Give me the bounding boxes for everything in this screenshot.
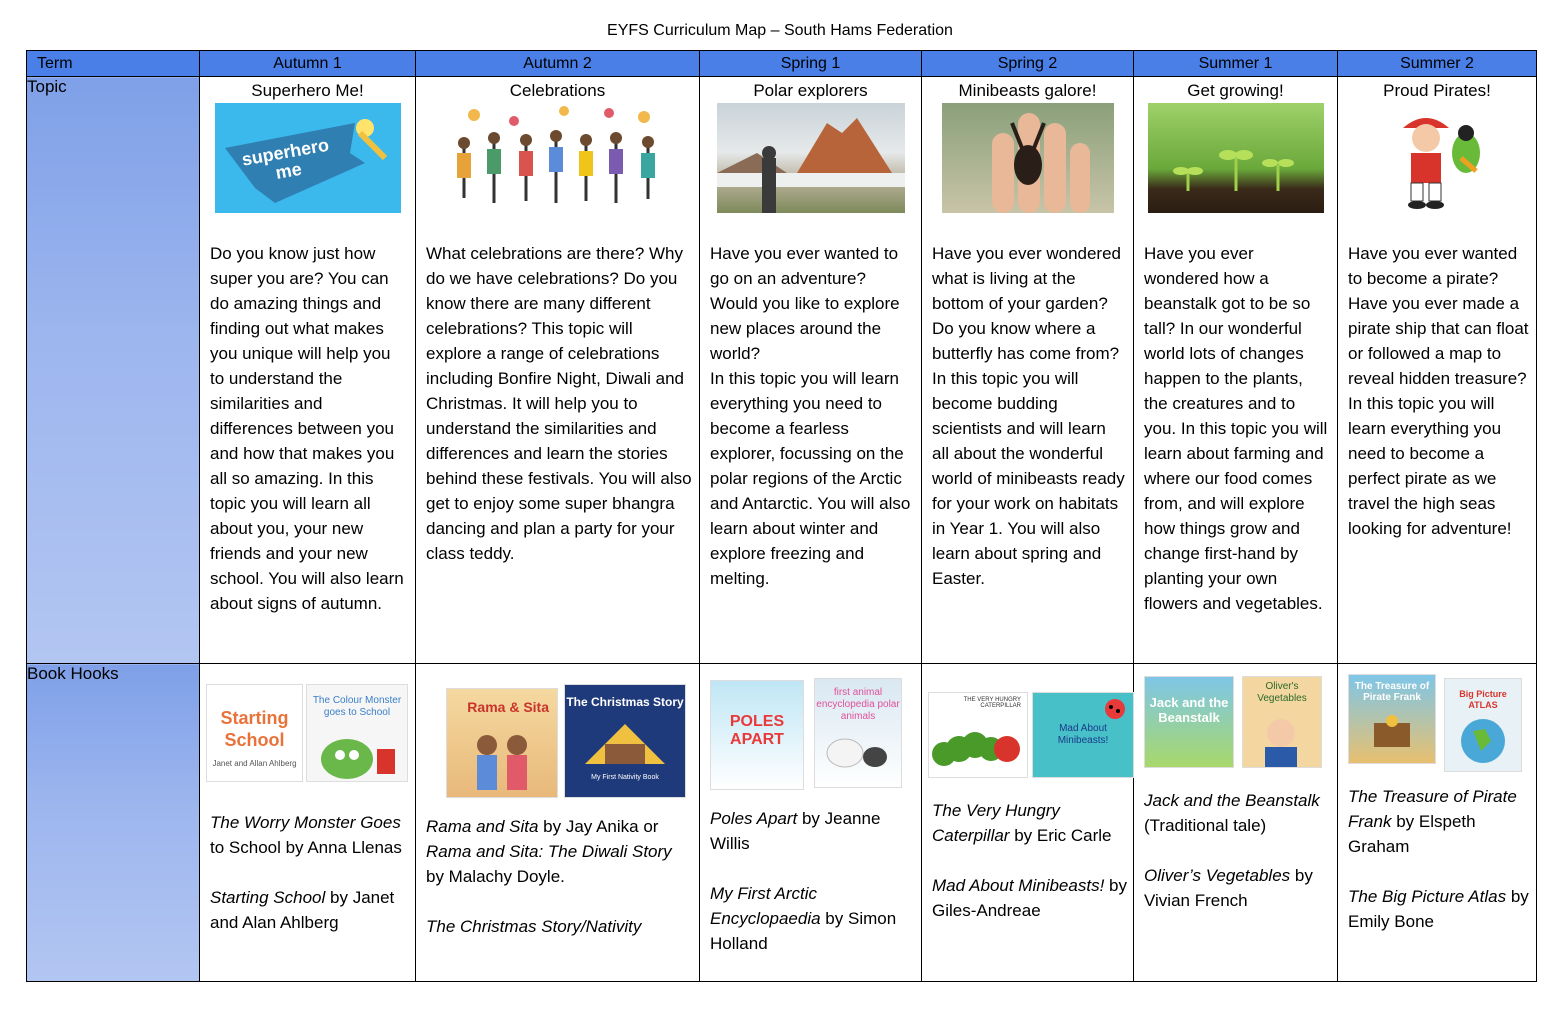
book-list [416, 814, 699, 939]
topic-cell-spring-1 [700, 77, 922, 664]
book-entry: Mad About Minibeasts! by Giles-Andreae [932, 876, 1127, 920]
book-list [200, 810, 415, 935]
topic-cell-spring-2 [922, 77, 1134, 664]
book-entry: The Christmas Story/Nativity [426, 917, 642, 936]
topic-title: Celebrations [509, 81, 606, 100]
header-spring-2: Spring 2 [922, 51, 1134, 77]
topic-title: Minibeasts galore! [958, 81, 1097, 100]
proud-pirates-image [1381, 103, 1493, 213]
header-term: Term [27, 51, 200, 77]
celebrations-image [444, 103, 672, 213]
book-entry: Oliver’s Vegetables by Vivian French [1144, 866, 1313, 910]
book-cover-very-hungry-caterpillar: THE VERY HUNGRY CATERPILLAR [928, 692, 1028, 778]
minibeasts-image [942, 103, 1114, 213]
book-cover-big-picture-atlas: Big Picture ATLAS [1444, 678, 1522, 772]
book-cover-olivers-vegetables: Oliver's Vegetables [1242, 676, 1322, 768]
topic-cell-autumn-1 [200, 77, 416, 664]
header-autumn-1: Autumn 1 [200, 51, 416, 77]
curriculum-table [26, 50, 1537, 982]
book-entry: The Treasure of Pirate Frank by Elspeth Graham [1348, 787, 1517, 856]
book-cover-christmas-story: The Christmas Story My First Nativity Book [564, 684, 686, 798]
books-cell-spring-2 [922, 664, 1134, 982]
book-list [1338, 784, 1536, 934]
topic-description: Have you ever wondered how a beanstalk got to be so tall? In our wonderful world lots of changes happen to the plants, the creatures and to you. In this topic you will learn about farming and where our food comes from, and will explore how things grow and change first-hand by planting your own flowers and vegetables. [1144, 244, 1328, 613]
book-entry: The Very Hungry Caterpillar by Eric Carle [932, 801, 1112, 845]
topic-description: Have you ever wondered what is living at the bottom of your garden? Do you know where a butterfly has come from? In this topic you will become budding scientists and will learn all about the wonderful world of minibeasts ready for your work on habitats in Year 1. You will also learn about spring and Easter. [932, 244, 1125, 588]
topic-description: Have you ever wanted to become a pirate? Have you ever made a pirate ship that can float or followed a map to reveal hidden treasure? In this topic you will learn everything you need to become a perfect pirate as we travel the high seas looking for adventure! [1348, 244, 1529, 538]
topic-cell-summer-2 [1338, 77, 1537, 664]
book-cover-treasure-of-pirate-frank: The Treasure of Pirate Frank [1348, 674, 1436, 764]
book-entry: Poles Apart by Jeanne Willis [710, 809, 881, 853]
superhero-me-image [215, 103, 401, 213]
book-entry: The Worry Monster Goes to School by Anna Llenas [210, 813, 402, 857]
books-cell-autumn-2 [416, 664, 700, 982]
books-cell-spring-1 [700, 664, 922, 982]
topic-title: Get growing! [1187, 81, 1284, 100]
book-hooks-row [27, 664, 1537, 982]
book-entry: My First Arctic Encyclopaedia by Simon Holland [710, 884, 897, 953]
book-cover-polar-animals: first animal encyclopedia polar animals [814, 678, 902, 788]
books-cell-summer-1 [1134, 664, 1338, 982]
topic-cell-summer-1 [1134, 77, 1338, 664]
topic-description: Have you ever wanted to go on an adventure? Would you like to explore new places around the world? In this topic you will learn everything you need to become a fearless explorer, focussing on the polar regions of the Arctic and Antarctic. You will also learn about winter and explore freezing and melting. [710, 244, 911, 588]
book-entry: Starting School by Janet and Alan Ahlberg [210, 888, 395, 932]
topic-row [27, 77, 1537, 664]
header-row [27, 51, 1537, 77]
topic-description: Do you know just how super you are? You can do amazing things and finding out what makes you unique will help you to understand the similarities and differences between you and how that makes you all so amazing. In this topic you will learn all about you, your new friends and your new school. You will also learn about signs of autumn. [210, 244, 404, 613]
book-entry: Jack and the Beanstalk (Traditional tale) [1144, 791, 1320, 835]
book-hooks-row-label: Book Hooks [27, 664, 200, 982]
header-autumn-2: Autumn 2 [416, 51, 700, 77]
books-cell-autumn-1 [200, 664, 416, 982]
polar-explorers-image [717, 103, 905, 213]
book-cover-rama-and-sita: Rama & Sita [446, 688, 558, 798]
book-entry: Rama and Sita by Jay Anika or Rama and Sita: The Diwali Story by Malachy Doyle. [426, 817, 672, 886]
books-cell-summer-2 [1338, 664, 1537, 982]
topic-row-label: Topic [27, 77, 200, 664]
superhero-me-image-text: superhero me [239, 134, 330, 183]
book-cover-jack-and-the-beanstalk: Jack and the Beanstalk [1144, 676, 1234, 768]
topic-title: Superhero Me! [251, 81, 364, 100]
topic-cell-autumn-2 [416, 77, 700, 664]
header-summer-2: Summer 2 [1338, 51, 1537, 77]
book-entry: The Big Picture Atlas by Emily Bone [1348, 887, 1529, 931]
document-title: EYFS Curriculum Map – South Hams Federation [607, 22, 953, 39]
header-spring-1: Spring 1 [700, 51, 922, 77]
get-growing-image [1148, 103, 1324, 213]
book-cover-mad-about-minibeasts: Mad About Minibeasts! [1032, 692, 1134, 778]
book-cover-colour-monster: The Colour Monster goes to School [306, 684, 408, 782]
header-summer-1: Summer 1 [1134, 51, 1338, 77]
book-list [700, 806, 921, 956]
book-list [1134, 788, 1337, 913]
topic-title: Proud Pirates! [1383, 81, 1491, 100]
book-cover-starting-school: Starting School Janet and Allan Ahlberg [206, 684, 303, 782]
topic-description: What celebrations are there? Why do we have celebrations? Do you know there are many different celebrations? This topic will explore a range of celebrations including Bonfire Night, Diwali and Christmas. It will help you to understand the similarities and differences and learn the stories behind these festivals. You will also get to enjoy some super bhangra dancing and plan a party for your class teddy. [426, 244, 692, 563]
book-list [922, 798, 1133, 923]
book-cover-poles-apart: POLES APART [710, 680, 804, 790]
topic-title: Polar explorers [753, 81, 868, 100]
